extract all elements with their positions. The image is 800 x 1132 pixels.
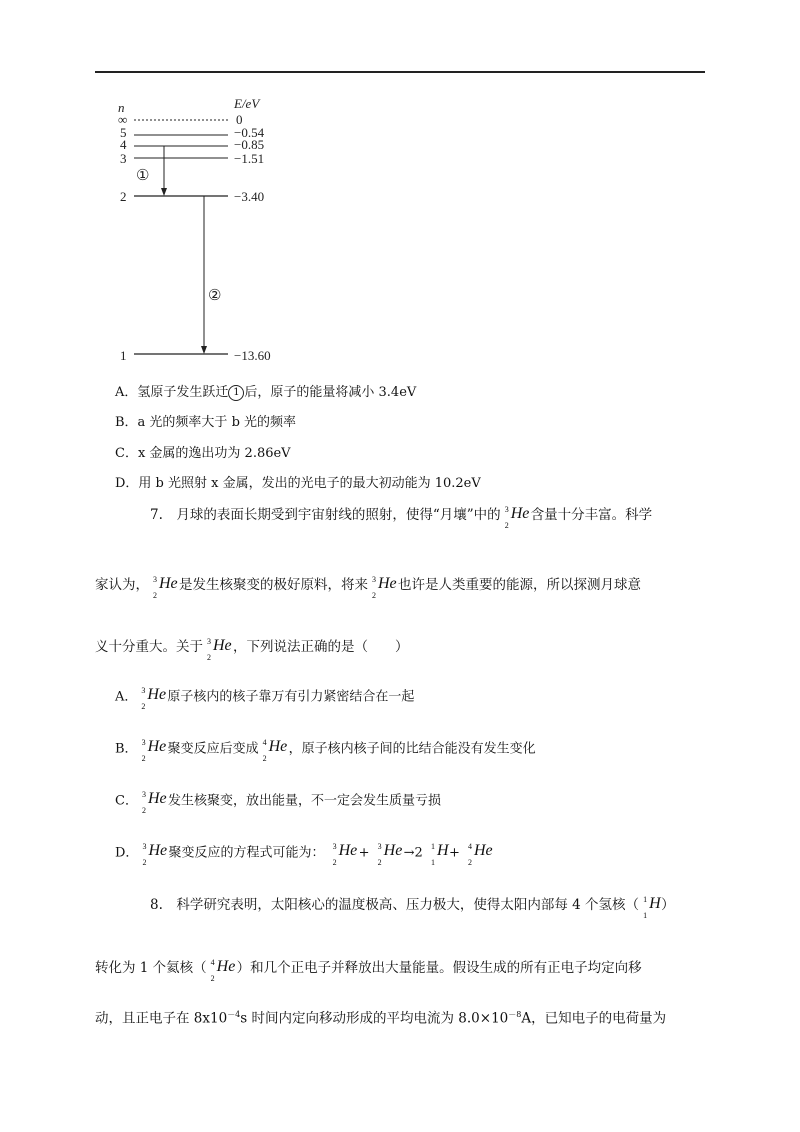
he3-isotope: 3 2 He bbox=[141, 790, 167, 815]
level-1-energy: −13.60 bbox=[234, 348, 271, 363]
level-inf-n: ∞ bbox=[118, 112, 128, 127]
he4-isotope: 4 2 He bbox=[468, 842, 493, 867]
q6-option-b: B．a 光的频率大于 b 光的频率 bbox=[115, 415, 297, 430]
energy-axis-label: E/eV bbox=[234, 96, 260, 111]
he3-isotope: 3 2 He bbox=[377, 842, 403, 867]
q7-stem-line2: 家认为， 3 2 He 是发生核聚变的极好原料，将来 3 2 He 也许是人类重要的能源，所以探测月球意 bbox=[95, 574, 641, 600]
he3-isotope: 3 2 He bbox=[504, 504, 530, 530]
q6-option-c: C．x 金属的逸出功为 2.86eV bbox=[115, 446, 291, 461]
q7-option-a: A． 3 2 He 原子核内的核子靠万有引力紧密结合在一起 bbox=[115, 686, 415, 711]
he4-isotope: 4 2 He bbox=[262, 738, 288, 763]
q6-option-a: A．氢原子发生跃迁 1 后，原子的能量将减小 3.4eV bbox=[115, 385, 417, 400]
q7-option-d: D． 3 2 He 聚变反应的方程式可能为： 3 2 He + 3 2 He →2 1 1 H + 4 2 He bbox=[115, 842, 493, 867]
q8-stem-line3: 动，且正电子在 $8x10^{-4}s$ 时间内定向移动形成的平均电流为 $8.0\times 10^{-8}A$，已知电子的电荷量为 bbox=[95, 1010, 667, 1027]
header-rule bbox=[95, 71, 705, 73]
q7-stem-line3: 义十分重大。关于 3 2 He ，下列说法正确的是（ ） bbox=[95, 636, 409, 662]
q8-stem-line2: 转化为 1 个氦核（ 4 2 He ）和几个正电子并释放出大量能量。假设生成的所有正电子均定向移 bbox=[95, 957, 642, 983]
h1-isotope: 1 1 H bbox=[643, 894, 661, 920]
transition-1-label: ① bbox=[136, 168, 150, 184]
he4-isotope: 4 2 He bbox=[210, 957, 236, 983]
level-2-energy: −3.40 bbox=[234, 189, 265, 204]
q7-option-c: C． 3 2 He 发生核聚变，放出能量，不一定会发生质量亏损 bbox=[115, 790, 441, 815]
he3-isotope: 3 2 He bbox=[207, 636, 232, 662]
level-3-n: 3 bbox=[120, 151, 127, 166]
transition-2-label: ② bbox=[208, 288, 222, 304]
level-5-energy: −0.54 bbox=[234, 125, 265, 140]
q8-stem-line1: 8. 科学研究表明，太阳核心的温度极高、压力极大，使得太阳内部每 4 个氢核（ 1 1 H ） bbox=[150, 894, 675, 920]
q6-option-d: D．用 b 光照射 x 金属，发出的光电子的最大初动能为 10.2eV bbox=[115, 476, 481, 491]
q7-stem-line1: 7. 月球的表面长期受到宇宙射线的照射，使得“月壤”中的 3 2 He 含量十分丰富。科学 bbox=[150, 504, 653, 530]
level-2-n: 2 bbox=[120, 189, 127, 204]
level-inf-energy: 0 bbox=[236, 112, 243, 127]
he3-isotope: 3 2 He bbox=[372, 574, 397, 600]
n-axis-label: n bbox=[118, 100, 125, 115]
level-3-energy: −1.51 bbox=[234, 151, 265, 166]
he3-isotope: 3 2 He bbox=[142, 842, 168, 867]
level-4-energy: −0.85 bbox=[234, 137, 265, 152]
he3-isotope: 3 2 He bbox=[141, 738, 167, 763]
he3-isotope: 3 2 He bbox=[141, 686, 167, 711]
transition-1-arrowhead bbox=[161, 188, 167, 196]
transition-2-arrowhead bbox=[201, 346, 207, 354]
he3-isotope: 3 2 He bbox=[153, 574, 178, 600]
h1-isotope: 1 1 H bbox=[430, 842, 449, 867]
q7-option-b: B． 3 2 He 聚变反应后变成 4 2 He ，原子核内核子间的比结合能没有发生变化 bbox=[115, 738, 536, 763]
level-4-n: 4 bbox=[120, 137, 127, 152]
level-1-n: 1 bbox=[120, 348, 127, 363]
he3-isotope: 3 2 He bbox=[332, 842, 358, 867]
level-5-n: 5 bbox=[120, 125, 127, 140]
energy-level-diagram bbox=[110, 92, 310, 372]
circled-number: 1 bbox=[228, 385, 244, 401]
